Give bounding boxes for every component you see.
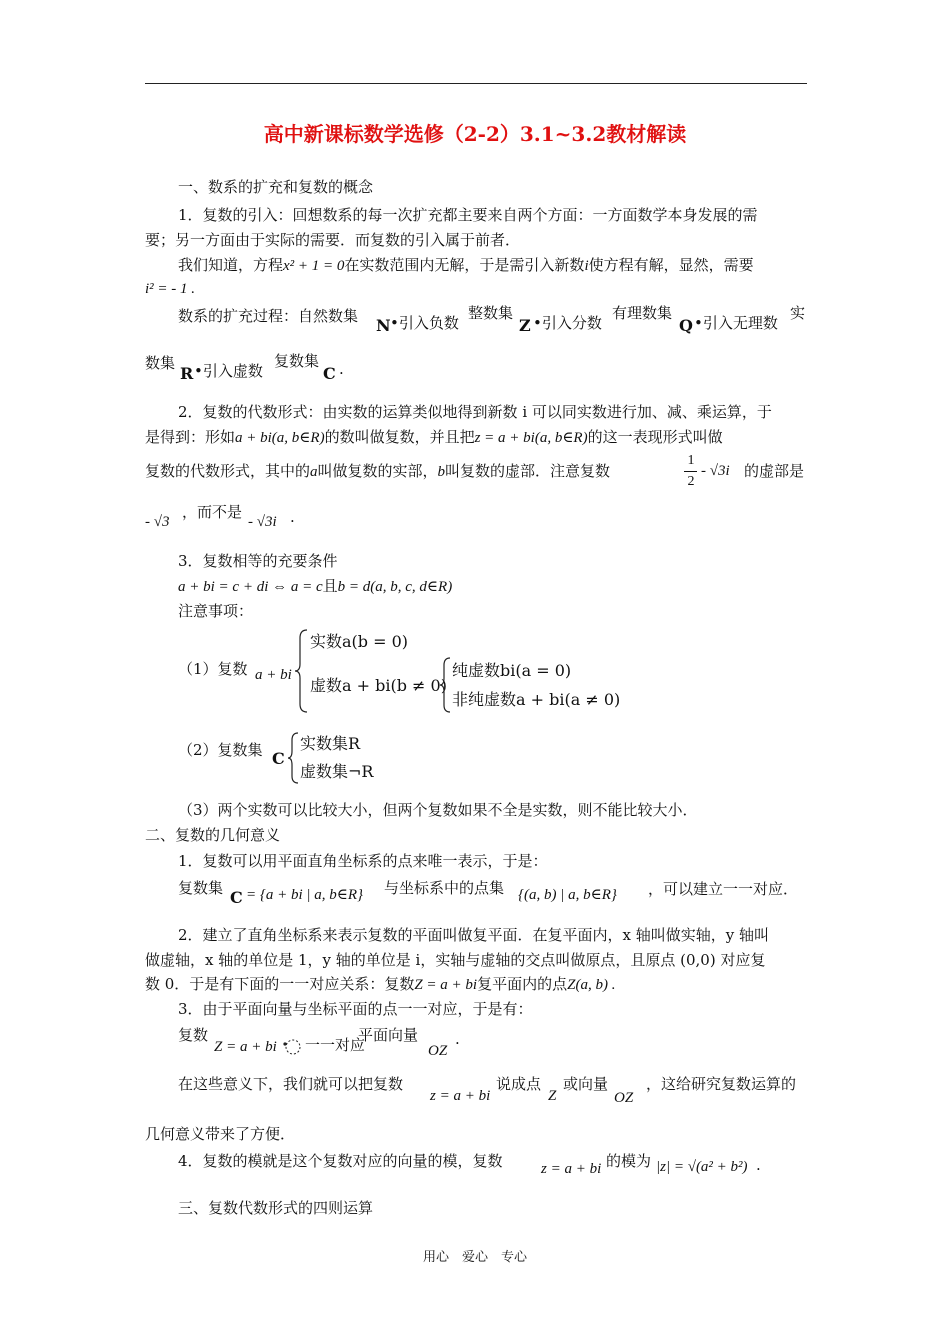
math-symbol: C <box>323 364 336 383</box>
vector-symbol: OZ <box>428 1043 448 1059</box>
equation: Z(a, b) . <box>567 977 616 993</box>
paragraph <box>145 428 723 447</box>
math-symbol: a <box>310 464 318 480</box>
equation: z = a + bi <box>541 1161 602 1177</box>
text: 实 <box>790 304 806 322</box>
text: 的模为 <box>606 1152 652 1170</box>
math-symbol: i <box>584 258 589 274</box>
paragraph <box>178 256 754 275</box>
paragraph: 2．建立了直角坐标系来表示复数的平面叫做复平面．在复平面内，x 轴叫做实轴，y 轴叫 <box>178 926 770 944</box>
text: 或向量 <box>563 1075 609 1093</box>
set-imaginary: 虚数集¬R <box>300 762 374 781</box>
equation: i² = - 1 . <box>145 281 196 297</box>
equation: Z = a + bi <box>414 977 478 993</box>
text: 在实数范围内无解，于是需引入新数 <box>344 256 585 274</box>
text: 复数 <box>178 1026 209 1044</box>
text: 使方程有解，显然，需要 <box>588 256 754 274</box>
math-symbol: Q <box>679 316 693 335</box>
equation: a + bi(a, b∈R) <box>235 430 325 446</box>
text: 与坐标系中的点集 <box>384 879 505 897</box>
math-symbol: N <box>376 316 391 335</box>
paragraph: 1．复数可以用平面直角坐标系的点来唯一表示，于是： <box>178 852 548 870</box>
text: 的这一表现形式叫做 <box>587 428 723 446</box>
set-notation: {(a, b) | a, b∈R} <box>518 887 617 903</box>
equation: - √3 <box>145 514 170 530</box>
paragraph: （3）两个实数可以比较大小，但两个复数如果不全是实数，则不能比较大小． <box>178 801 698 819</box>
classification-real: 实数a(b = 0) <box>310 632 409 651</box>
set-real: 实数集R <box>300 734 361 753</box>
fraction-numerator: 1 <box>687 453 695 468</box>
left-brace-icon <box>293 628 309 714</box>
text: 数 0．于是有下面的一一对应关系：复数 <box>145 975 415 993</box>
text: 几何意义带来了方便． <box>145 1125 296 1143</box>
section-3-heading: 三、复数代数形式的四则运算 <box>178 1199 374 1217</box>
left-brace-icon <box>438 656 452 714</box>
text: 的虚部是 <box>744 462 805 480</box>
paragraph: 做虚轴，x 轴的单位是 1，y 轴的单位是 i，实轴与虚轴的交点叫做原点，且原点 (0,0) 对应复 <box>145 951 766 969</box>
page-title: 高中新课标数学选修（2-2）3.1~3.2教材解读 <box>263 122 687 146</box>
text: 4．复数的模就是这个复数对应的向量的模，复数 <box>178 1152 503 1170</box>
page-footer: 用心 爱心 专心 <box>422 1250 527 1265</box>
text: 复数的代数形式，其中的 <box>145 462 311 480</box>
paragraph <box>145 975 615 994</box>
text: •引入无理数 <box>694 314 778 332</box>
bidirectional-mapping-icon <box>282 1036 304 1058</box>
text: 叫复数的虚部．注意复数 <box>445 462 611 480</box>
text: 数系的扩充过程：自然数集 <box>178 307 359 325</box>
text: ，可以建立一一对应． <box>648 880 799 898</box>
text: 说成点 <box>496 1075 542 1093</box>
equation: z = a + bi(a, b∈R) <box>474 430 588 446</box>
equation: - √3i <box>248 514 277 530</box>
equation: Z = a + bi <box>214 1039 277 1055</box>
math-symbol: Z <box>548 1088 557 1104</box>
text: •引入虚数 <box>194 362 263 380</box>
section-2-heading: 二、复数的几何意义 <box>145 826 281 844</box>
text: 在这些意义下，我们就可以把复数 <box>178 1075 404 1093</box>
math-symbol: R <box>180 364 194 383</box>
text: •引入负数 <box>390 314 459 332</box>
text: （2）复数集 <box>178 741 263 759</box>
text: 平面向量 <box>358 1026 419 1044</box>
math-symbol: C <box>230 888 243 907</box>
text: 有理数集 <box>612 304 673 322</box>
text: 是得到：形如 <box>145 428 236 446</box>
vector-symbol: OZ <box>614 1090 634 1106</box>
text: 且 <box>322 577 338 595</box>
equation: b = d(a, b, c, d∈R) <box>337 579 453 595</box>
equation: a + bi = c + di ⇔ a = c <box>178 579 323 595</box>
section-1-heading: 一、数系的扩充和复数的概念 <box>178 178 374 196</box>
math-symbol: Z <box>519 316 531 335</box>
text: . <box>756 1156 761 1174</box>
text: . <box>290 508 295 526</box>
header-rule <box>145 83 807 84</box>
text: 我们知道，方程 <box>178 256 284 274</box>
text: 一一对应 <box>305 1036 366 1054</box>
text: 复数集 <box>178 879 224 897</box>
text: 复数集 <box>274 352 320 370</box>
left-brace-icon <box>286 731 300 785</box>
classification-pure-imaginary: 纯虚数bi(a = 0) <box>452 661 572 680</box>
text: ，这给研究复数运算的 <box>646 1075 797 1093</box>
text: . <box>455 1030 460 1048</box>
paragraph: 3．复数相等的充要条件 <box>178 552 338 570</box>
text: 复平面内的点 <box>477 975 568 993</box>
paragraph <box>145 462 610 481</box>
paragraph <box>178 577 452 596</box>
paragraph: 2．复数的代数形式：由实数的运算类似地得到新数 i 可以同实数进行加、减、乘运算，于 <box>178 403 772 421</box>
paragraph: 要；另一方面由于实际的需要．而复数的引入属于前者． <box>145 231 521 249</box>
text: . <box>339 360 344 378</box>
math-symbol: b <box>437 464 446 480</box>
text: （1）复数 <box>178 660 248 678</box>
text: 整数集 <box>468 304 514 322</box>
text: •引入分数 <box>533 314 602 332</box>
paragraph: 1．复数的引入：回想数系的每一次扩充都主要来自两个方面：一方面数学本身发展的需 <box>178 206 758 224</box>
equation: z = a + bi <box>430 1088 491 1104</box>
fraction-bar <box>684 471 697 472</box>
equation: |z| = √(a² + b²) <box>656 1159 748 1175</box>
text: 注意事项： <box>178 602 254 620</box>
text: 叫做复数的实部， <box>317 462 438 480</box>
classification-imaginary: 虚数a + bi(b ≠ 0) <box>310 676 447 695</box>
equation: - √3i <box>701 463 730 479</box>
equation: a + bi <box>255 667 292 683</box>
paragraph: 3．由于平面向量与坐标平面的点一一对应，于是有： <box>178 1000 533 1018</box>
text: 的数叫做复数，并且把 <box>324 428 475 446</box>
text: 数集 <box>145 354 176 372</box>
text: ，而不是 <box>182 503 243 521</box>
classification-non-pure-imaginary: 非纯虚数a + bi(a ≠ 0) <box>452 690 621 709</box>
fraction-denominator: 2 <box>687 474 695 489</box>
set-notation: = {a + bi | a, b∈R} <box>246 887 364 903</box>
math-symbol: C <box>272 749 285 768</box>
equation: x² + 1 = 0 <box>283 258 345 274</box>
